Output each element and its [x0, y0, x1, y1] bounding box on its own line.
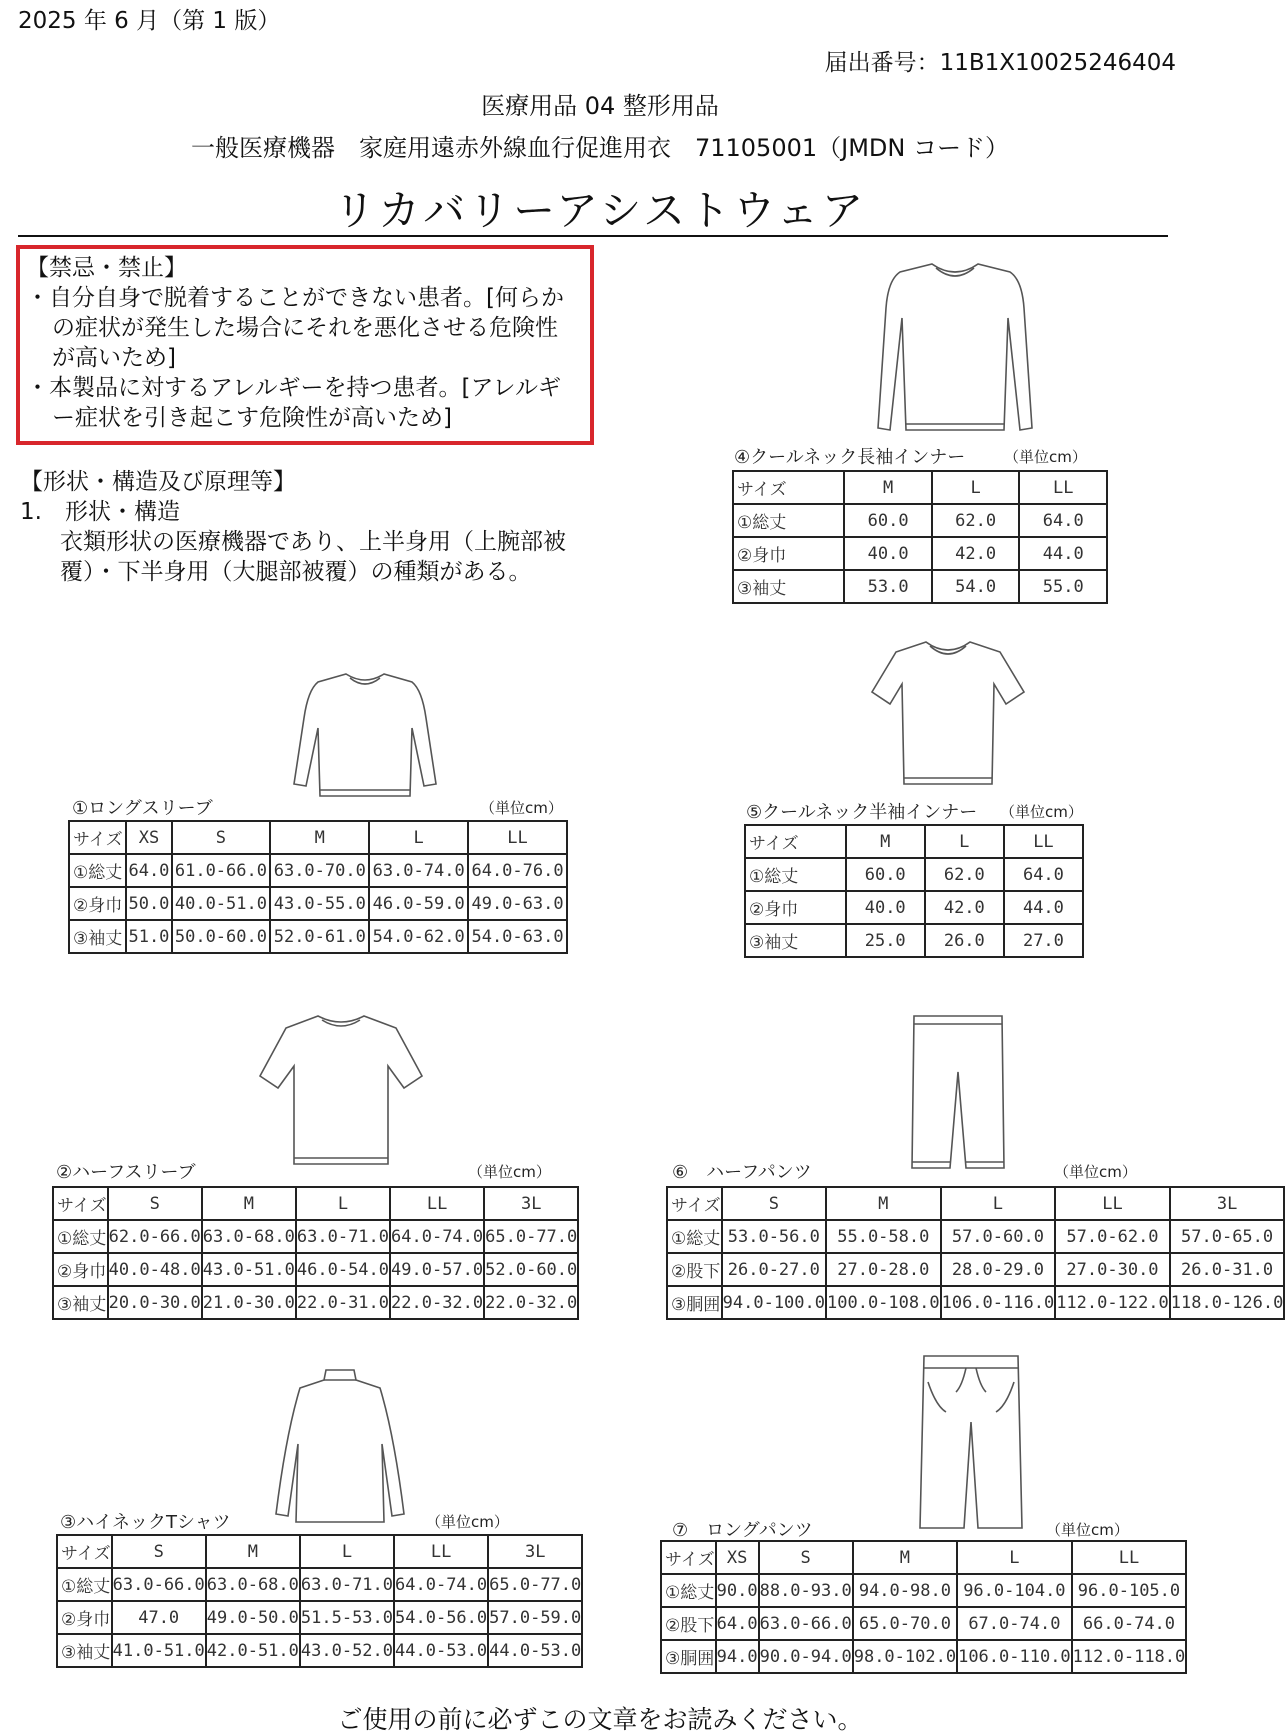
table-cell: M [202, 1187, 296, 1220]
table-cell: LL [1072, 1541, 1187, 1574]
table-cell: 50.0-60.0 [172, 920, 271, 953]
table-cell: XS [716, 1541, 759, 1574]
shape-item: 1. 形状・構造 [20, 499, 180, 525]
contraindication-line: が高いため] [52, 345, 176, 371]
table-row [667, 1253, 1284, 1286]
row-label: ②身巾 [57, 1601, 112, 1634]
table-cell: 63.0-66.0 [112, 1568, 206, 1601]
half-pants-icon [908, 1012, 1008, 1172]
unit-p5: （単位cm） [1000, 803, 1083, 821]
table-cell: 98.0-102.0 [853, 1640, 957, 1673]
size-table-p3 [56, 1534, 583, 1668]
table-cell: 106.0-110.0 [957, 1640, 1072, 1673]
category-line-2: 一般医療機器 家庭用遠赤外線血行促進用衣 71105001（JMDN コード） [190, 134, 1009, 162]
row-label: ②股下 [661, 1607, 716, 1640]
high-neck-tshirt-icon [270, 1364, 410, 1530]
row-label: ①総丈 [733, 504, 844, 537]
table-cell: 40.0-51.0 [172, 887, 271, 920]
table-cell: 90.0 [716, 1574, 759, 1607]
table-cell: L [300, 1535, 394, 1568]
row-label: ③袖丈 [57, 1634, 112, 1667]
row-label: ①総丈 [53, 1220, 108, 1253]
table-header-row [53, 1187, 578, 1220]
row-label: ③袖丈 [69, 920, 126, 953]
table-cell: 64.0 [1004, 858, 1083, 891]
row-label: ②股下 [667, 1253, 722, 1286]
table-cell: 90.0-94.0 [759, 1640, 853, 1673]
table-cell: 60.0 [846, 858, 925, 891]
unit-p7: （単位cm） [1046, 1521, 1129, 1539]
table-cell: 53.0 [844, 570, 932, 603]
table-row [733, 537, 1107, 570]
size-table-p2 [52, 1186, 579, 1320]
table-cell: 26.0-27.0 [722, 1253, 826, 1286]
table-cell: S [112, 1535, 206, 1568]
unit-p2: （単位cm） [468, 1163, 551, 1181]
table-cell: 57.0-59.0 [488, 1601, 582, 1634]
caption-p6: ⑥ ハーフパンツ [672, 1162, 812, 1183]
table-cell: S [722, 1187, 826, 1220]
table-cell: 3L [1170, 1187, 1285, 1220]
table-cell: 44.0 [1004, 891, 1083, 924]
table-cell: 54.0 [932, 570, 1020, 603]
row-label: サイズ [667, 1187, 722, 1220]
half-sleeve-shirt-icon [256, 1010, 426, 1170]
table-cell: 57.0-60.0 [941, 1220, 1056, 1253]
table-cell: 65.0-77.0 [488, 1568, 582, 1601]
table-cell: 112.0-118.0 [1072, 1640, 1187, 1673]
table-cell: S [172, 821, 271, 854]
row-label: ①総丈 [57, 1568, 112, 1601]
table-row [661, 1607, 1186, 1640]
table-cell: 64.0 [126, 854, 171, 887]
unit-p3: （単位cm） [426, 1513, 509, 1531]
row-label: サイズ [745, 825, 846, 858]
row-label: ③袖丈 [733, 570, 844, 603]
caption-p1: ①ロングスリーブ [72, 798, 213, 819]
table-row [733, 570, 1107, 603]
table-cell: LL [468, 821, 567, 854]
table-cell: 43.0-51.0 [202, 1253, 296, 1286]
table-cell: 57.0-62.0 [1055, 1220, 1170, 1253]
footer-notice: ご使用の前に必ずこの文章をお読みください。 [337, 1705, 863, 1734]
table-cell: 54.0-56.0 [394, 1601, 488, 1634]
table-cell: 51.0 [126, 920, 171, 953]
caption-p3: ③ハイネックTシャツ [60, 1512, 231, 1533]
shape-structure-section [20, 467, 566, 587]
table-cell: 55.0-58.0 [826, 1220, 941, 1253]
row-label: サイズ [57, 1535, 112, 1568]
table-row [69, 854, 567, 887]
table-cell: 46.0-59.0 [369, 887, 468, 920]
table-cell: 42.0 [925, 891, 1004, 924]
table-cell: 22.0-32.0 [390, 1286, 484, 1319]
table-cell: 65.0-77.0 [484, 1220, 578, 1253]
table-row [745, 858, 1083, 891]
row-label: ②身巾 [745, 891, 846, 924]
long-sleeve-shirt-icon [290, 668, 440, 804]
table-cell: 25.0 [846, 924, 925, 957]
table-cell: 100.0-108.0 [826, 1286, 941, 1319]
table-cell: 54.0-62.0 [369, 920, 468, 953]
category-line-1: 医療用品 04 整形用品 [481, 92, 719, 120]
table-cell: LL [394, 1535, 488, 1568]
unit-p6: （単位cm） [1054, 1163, 1137, 1181]
caption-p5: ⑤クールネック半袖インナー [746, 802, 978, 823]
row-label: サイズ [733, 471, 844, 504]
contraindication-heading: 【禁忌・禁止】 [26, 255, 187, 281]
table-cell: 67.0-74.0 [957, 1607, 1072, 1640]
unit-p1: （単位cm） [480, 799, 563, 817]
size-table-p5 [744, 824, 1084, 958]
table-cell: 63.0-68.0 [206, 1568, 300, 1601]
table-cell: 44.0-53.0 [488, 1634, 582, 1667]
table-cell: LL [390, 1187, 484, 1220]
table-header-row [69, 821, 567, 854]
title-underline [18, 235, 1168, 237]
size-table-p7 [660, 1540, 1187, 1674]
table-cell: 22.0-31.0 [296, 1286, 390, 1319]
caption-p4: ④クールネック長袖インナー [734, 447, 966, 468]
table-cell: L [925, 825, 1004, 858]
table-row [69, 920, 567, 953]
table-cell: 21.0-30.0 [202, 1286, 296, 1319]
table-cell: LL [1019, 471, 1107, 504]
size-table-p6 [666, 1186, 1285, 1320]
size-table-p4 [732, 470, 1108, 604]
table-cell: 63.0-71.0 [296, 1220, 390, 1253]
table-cell: M [844, 471, 932, 504]
table-cell: 42.0 [932, 537, 1020, 570]
row-label: ③袖丈 [53, 1286, 108, 1319]
table-header-row [745, 825, 1083, 858]
table-cell: 40.0-48.0 [108, 1253, 202, 1286]
table-cell: 112.0-122.0 [1055, 1286, 1170, 1319]
table-cell: 50.0 [126, 887, 171, 920]
table-row [53, 1220, 578, 1253]
table-cell: 43.0-52.0 [300, 1634, 394, 1667]
table-cell: 42.0-51.0 [206, 1634, 300, 1667]
shape-text: 覆）・下半身用（大腿部被覆）の種類がある。 [60, 559, 532, 585]
table-cell: 43.0-55.0 [270, 887, 369, 920]
table-cell: 62.0 [932, 504, 1020, 537]
short-sleeve-inner-icon [868, 636, 1028, 792]
table-cell: 64.0-76.0 [468, 854, 567, 887]
contraindication-line: ・自分自身で脱着することができない患者。[何らか [26, 285, 564, 311]
table-cell: 46.0-54.0 [296, 1253, 390, 1286]
table-cell: 118.0-126.0 [1170, 1286, 1285, 1319]
table-header-row [667, 1187, 1284, 1220]
table-cell: 65.0-70.0 [853, 1607, 957, 1640]
table-cell: 94.0-98.0 [853, 1574, 957, 1607]
table-cell: 96.0-104.0 [957, 1574, 1072, 1607]
table-cell: M [853, 1541, 957, 1574]
row-label: ①総丈 [661, 1574, 716, 1607]
table-row [667, 1220, 1284, 1253]
row-label: ②身巾 [69, 887, 126, 920]
row-label: ①総丈 [745, 858, 846, 891]
table-cell: M [206, 1535, 300, 1568]
row-label: ②身巾 [733, 537, 844, 570]
table-cell: 60.0 [844, 504, 932, 537]
table-cell: 64.0 [716, 1607, 759, 1640]
table-row [661, 1640, 1186, 1673]
unit-p4: （単位cm） [1004, 448, 1087, 466]
table-cell: 41.0-51.0 [112, 1634, 206, 1667]
table-cell: 3L [488, 1535, 582, 1568]
table-header-row [661, 1541, 1186, 1574]
document-title: リカバリーアシストウェア [333, 186, 867, 235]
table-cell: 57.0-65.0 [1170, 1220, 1285, 1253]
table-cell: 27.0 [1004, 924, 1083, 957]
table-row [57, 1601, 582, 1634]
table-row [733, 504, 1107, 537]
table-row [745, 924, 1083, 957]
table-cell: 40.0 [846, 891, 925, 924]
table-cell: 106.0-116.0 [941, 1286, 1056, 1319]
table-cell: 44.0-53.0 [394, 1634, 488, 1667]
table-cell: 62.0 [925, 858, 1004, 891]
table-cell: L [369, 821, 468, 854]
table-cell: L [296, 1187, 390, 1220]
table-cell: 63.0-71.0 [300, 1568, 394, 1601]
table-cell: L [941, 1187, 1056, 1220]
table-cell: 51.5-53.0 [300, 1601, 394, 1634]
table-cell: 47.0 [112, 1601, 206, 1634]
table-cell: 94.0 [716, 1640, 759, 1673]
contraindication-line: ー症状を引き起こす危険性が高いため] [52, 405, 452, 431]
caption-p7: ⑦ ロングパンツ [672, 1520, 813, 1541]
table-cell: 55.0 [1019, 570, 1107, 603]
table-cell: 44.0 [1019, 537, 1107, 570]
table-cell: 3L [484, 1187, 578, 1220]
table-cell: 52.0-61.0 [270, 920, 369, 953]
contraindication-line: の症状が発生した場合にそれを悪化させる危険性 [52, 315, 558, 341]
table-cell: LL [1055, 1187, 1170, 1220]
edition-date: 2025 年 6 月（第 1 版） [18, 8, 281, 34]
table-cell: 63.0-74.0 [369, 854, 468, 887]
table-row [57, 1634, 582, 1667]
table-row [667, 1286, 1284, 1319]
table-cell: 20.0-30.0 [108, 1286, 202, 1319]
contraindication-line: ・本製品に対するアレルギーを持つ患者。[アレルギ [26, 375, 561, 401]
table-cell: 49.0-50.0 [206, 1601, 300, 1634]
table-row [745, 891, 1083, 924]
table-cell: 49.0-57.0 [390, 1253, 484, 1286]
table-cell: 52.0-60.0 [484, 1253, 578, 1286]
table-cell: M [270, 821, 369, 854]
table-cell: 53.0-56.0 [722, 1220, 826, 1253]
notification-number: 届出番号：11B1X10025246404 [824, 50, 1176, 76]
row-label: ③胴囲 [667, 1286, 722, 1319]
row-label: ②身巾 [53, 1253, 108, 1286]
table-cell: 64.0 [1019, 504, 1107, 537]
table-cell: 64.0-74.0 [390, 1220, 484, 1253]
long-sleeve-inner-icon [870, 258, 1040, 438]
table-row [53, 1286, 578, 1319]
table-cell: 63.0-66.0 [759, 1607, 853, 1640]
shape-text: 衣類形状の医療機器であり、上半身用（上腕部被 [60, 529, 566, 555]
table-cell: L [932, 471, 1020, 504]
table-cell: S [108, 1187, 202, 1220]
table-cell: 61.0-66.0 [172, 854, 271, 887]
table-row [661, 1574, 1186, 1607]
table-cell: 49.0-63.0 [468, 887, 567, 920]
row-label: ①総丈 [69, 854, 126, 887]
table-cell: 27.0-30.0 [1055, 1253, 1170, 1286]
long-pants-icon [916, 1352, 1026, 1532]
table-cell: XS [126, 821, 171, 854]
row-label: サイズ [69, 821, 126, 854]
caption-p2: ②ハーフスリーブ [56, 1162, 196, 1183]
table-cell: 63.0-70.0 [270, 854, 369, 887]
table-cell: L [957, 1541, 1072, 1574]
row-label: ③袖丈 [745, 924, 846, 957]
table-row [69, 887, 567, 920]
row-label: サイズ [53, 1187, 108, 1220]
table-cell: S [759, 1541, 853, 1574]
table-header-row [57, 1535, 582, 1568]
table-row [57, 1568, 582, 1601]
table-cell: 63.0-68.0 [202, 1220, 296, 1253]
table-cell: M [846, 825, 925, 858]
table-cell: 94.0-100.0 [722, 1286, 826, 1319]
table-cell: 28.0-29.0 [941, 1253, 1056, 1286]
table-cell: 26.0-31.0 [1170, 1253, 1285, 1286]
table-cell: 96.0-105.0 [1072, 1574, 1187, 1607]
table-cell: 64.0-74.0 [394, 1568, 488, 1601]
table-cell: 27.0-28.0 [826, 1253, 941, 1286]
table-cell: 66.0-74.0 [1072, 1607, 1187, 1640]
size-table-p1 [68, 820, 568, 954]
row-label: ③胴囲 [661, 1640, 716, 1673]
table-cell: 40.0 [844, 537, 932, 570]
table-cell: 22.0-32.0 [484, 1286, 578, 1319]
contraindication-box [16, 245, 594, 445]
shape-heading: 【形状・構造及び原理等】 [20, 469, 296, 495]
table-cell: LL [1004, 825, 1083, 858]
table-cell: M [826, 1187, 941, 1220]
table-cell: 88.0-93.0 [759, 1574, 853, 1607]
table-header-row [733, 471, 1107, 504]
row-label: サイズ [661, 1541, 716, 1574]
table-row [53, 1253, 578, 1286]
table-cell: 54.0-63.0 [468, 920, 567, 953]
table-cell: 26.0 [925, 924, 1004, 957]
row-label: ①総丈 [667, 1220, 722, 1253]
table-cell: 62.0-66.0 [108, 1220, 202, 1253]
